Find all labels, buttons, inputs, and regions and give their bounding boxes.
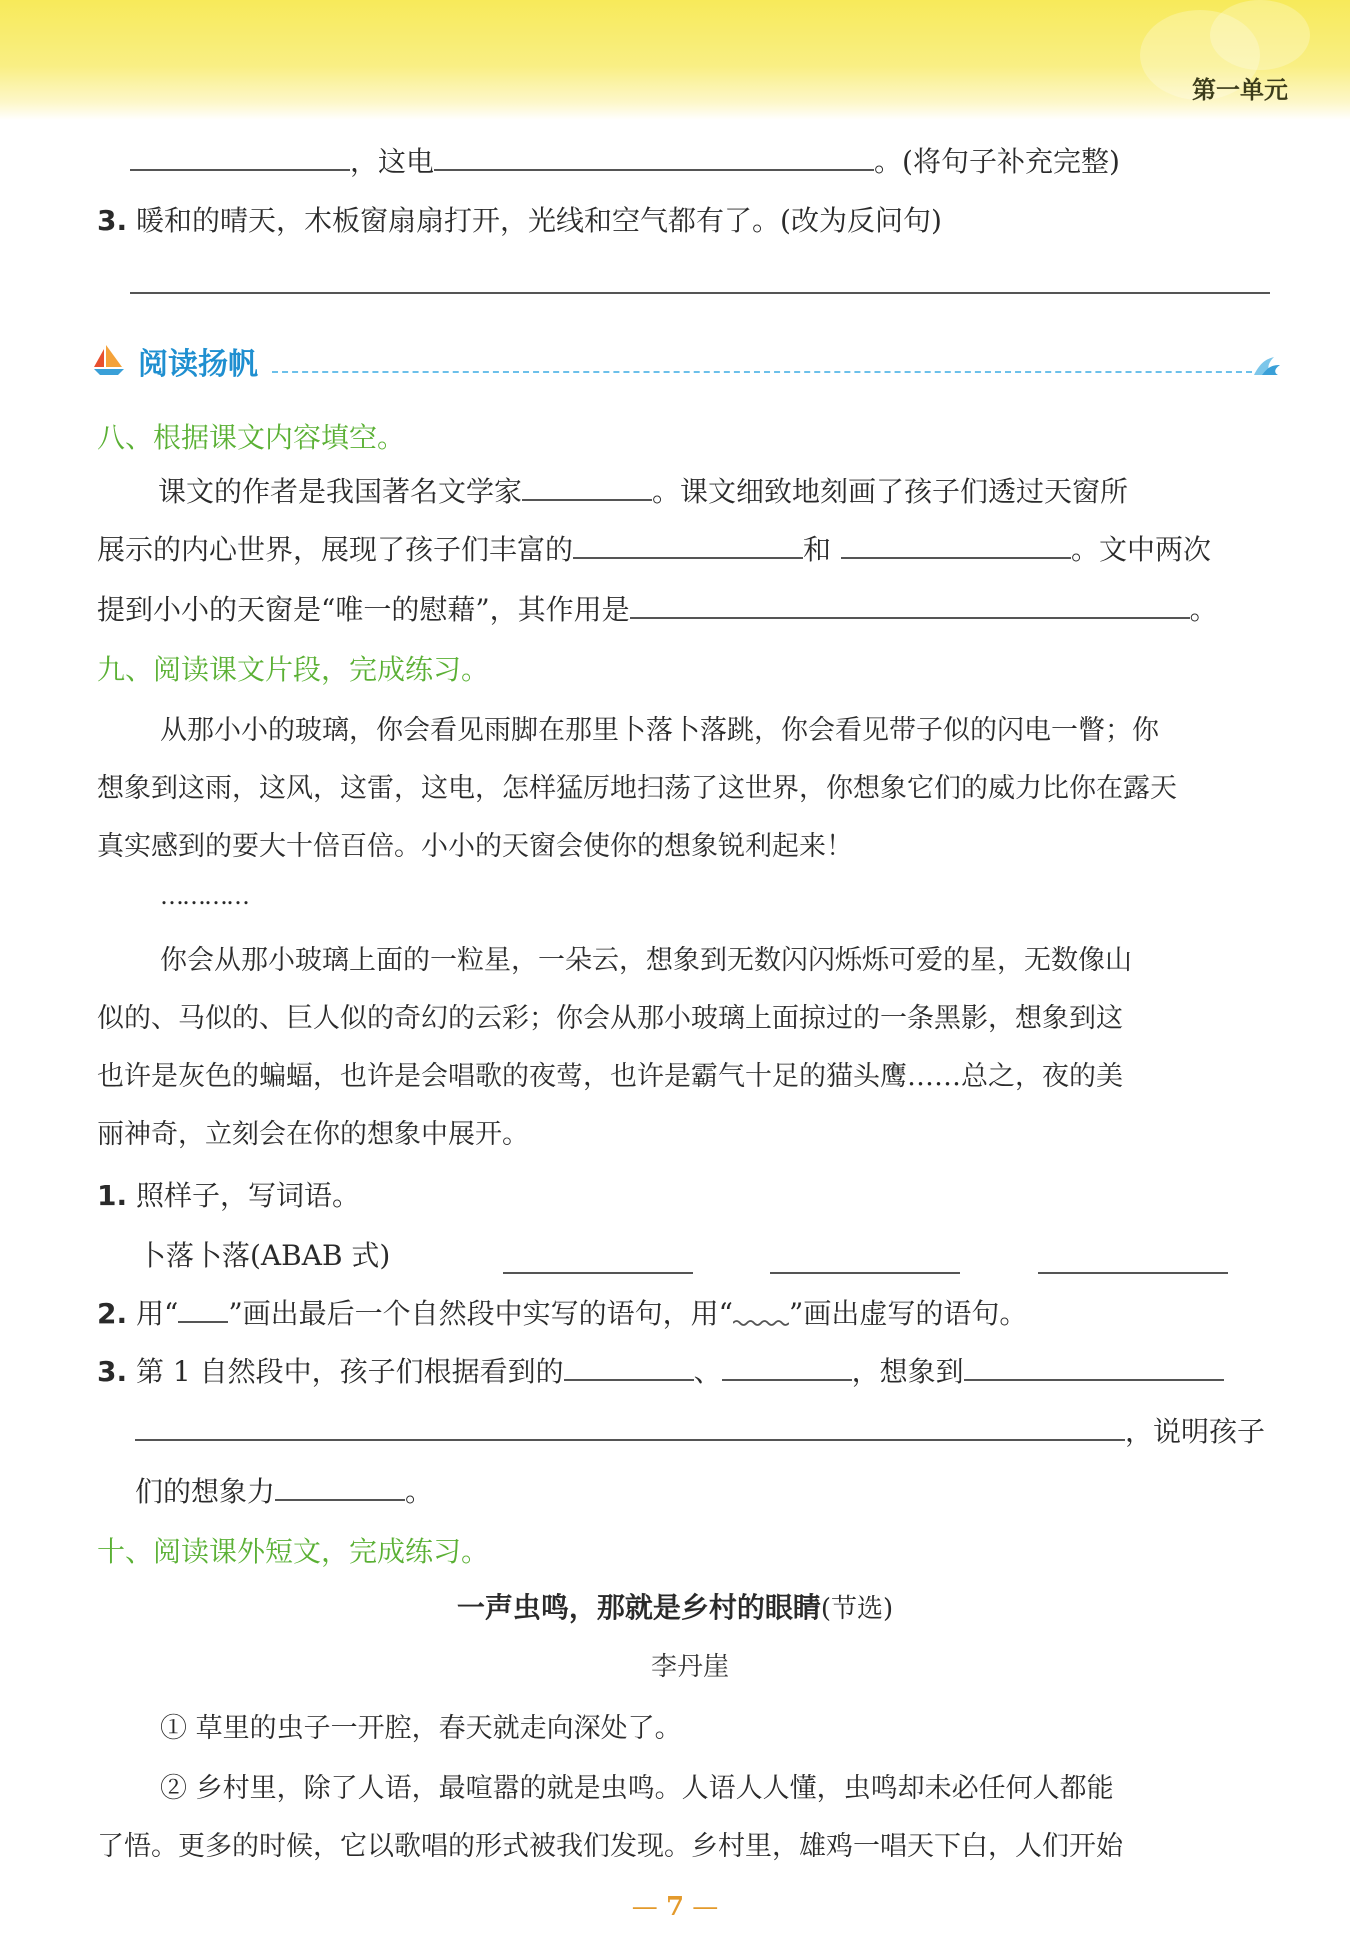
passage-line: 想象到这雨，这风，这雷，这电，怎样猛厉地扫荡了这世界，你想象它们的威力比你在露天 bbox=[97, 773, 1177, 804]
question-3-line-3 bbox=[135, 1472, 433, 1512]
text: 课文的作者是我国著名文学家 bbox=[158, 475, 523, 508]
answer-blank[interactable] bbox=[275, 1475, 405, 1501]
header-decoration bbox=[1210, 0, 1310, 70]
answer-blank[interactable] bbox=[573, 533, 803, 559]
text: 、 bbox=[693, 1355, 722, 1388]
banner-rule bbox=[272, 371, 1252, 373]
text: 展示的内心世界，展现了孩子们丰富的 bbox=[97, 533, 574, 566]
passage-line: 了悟。更多的时候，它以歌唱的形式被我们发现。乡村里，雄鸡一唱天下白，人们开始 bbox=[97, 1831, 1123, 1862]
article-author: 李丹崖 bbox=[650, 1652, 729, 1682]
text: ，说明孩子 bbox=[1125, 1415, 1266, 1448]
answer-line[interactable] bbox=[130, 292, 1270, 294]
answer-blank[interactable] bbox=[130, 145, 350, 171]
question-3 bbox=[97, 1352, 1224, 1392]
text: 第 1 自然段中，孩子们根据看到的 bbox=[136, 1355, 564, 1388]
answer-blank[interactable] bbox=[964, 1355, 1224, 1381]
question-2 bbox=[97, 1294, 1027, 1334]
answer-blank[interactable] bbox=[841, 533, 1071, 559]
answer-blank[interactable] bbox=[135, 1415, 1125, 1441]
section-9-heading: 九、阅读课文片段，完成练习。 bbox=[97, 653, 490, 686]
question-3-line-2 bbox=[135, 1412, 1265, 1452]
reading-banner bbox=[92, 341, 1282, 381]
unit-label: 第一单元 bbox=[1192, 76, 1288, 104]
text: 用“ bbox=[136, 1297, 179, 1330]
example-text: 卜落卜落(ABAB 式) bbox=[138, 1239, 391, 1272]
banner-title: 阅读扬帆 bbox=[138, 347, 258, 382]
question-number: 2. bbox=[97, 1297, 128, 1330]
sail-icon bbox=[92, 343, 126, 377]
sentence-completion-line bbox=[130, 142, 1120, 182]
question-number: 3. bbox=[97, 1355, 128, 1388]
passage-line: ① 草里的虫子一开腔，春天就走向深处了。 bbox=[160, 1713, 682, 1744]
text: ，这电 bbox=[350, 145, 435, 178]
sec8-line-2 bbox=[97, 530, 1211, 570]
header-band bbox=[0, 0, 1350, 120]
question-text: 暖和的晴天，木板窗扇扇打开，光线和空气都有了。(改为反问句) bbox=[136, 204, 942, 237]
answer-blank[interactable] bbox=[564, 1355, 694, 1381]
passage-line: 丽神奇，立刻会在你的想象中展开。 bbox=[97, 1119, 529, 1150]
answer-blank[interactable] bbox=[770, 1272, 960, 1274]
ellipsis: ………… bbox=[160, 882, 248, 910]
text: 们的想象力 bbox=[135, 1475, 276, 1508]
text: ”画出最后一个自然段中实写的语句，用“ bbox=[228, 1297, 733, 1330]
text: 。文中两次 bbox=[1071, 533, 1212, 566]
passage-line: ② 乡村里，除了人语，最喧嚣的就是虫鸣。人语人人懂，虫鸣却未必任何人都能 bbox=[160, 1773, 1114, 1804]
sec8-line-3 bbox=[97, 590, 1218, 630]
answer-blank[interactable] bbox=[722, 1355, 852, 1381]
passage-line: 也许是灰色的蝙蝠，也许是会唱歌的夜莺，也许是霸气十足的猫头鹰……总之，夜的美 bbox=[97, 1061, 1123, 1092]
article-title: 一声虫鸣，那就是乡村的眼睛 bbox=[456, 1591, 821, 1624]
text: 。课文细致地刻画了孩子们透过天窗所 bbox=[652, 475, 1129, 508]
text: ”画出虚写的语句。 bbox=[789, 1297, 1028, 1330]
section-8-heading: 八、根据课文内容填空。 bbox=[97, 421, 406, 454]
section-10-heading: 十、阅读课外短文，完成练习。 bbox=[97, 1535, 490, 1568]
page-number: — 7 — bbox=[631, 1892, 719, 1922]
answer-blank[interactable] bbox=[1038, 1272, 1228, 1274]
text: 。(将句子补充完整) bbox=[874, 145, 1120, 178]
question-1-example bbox=[138, 1236, 390, 1276]
question-1 bbox=[97, 1176, 360, 1216]
article-title-row bbox=[0, 1586, 1350, 1626]
passage-line: 似的、马似的、巨人似的奇幻的云彩；你会从那小玻璃上面掠过的一条黑影，想象到这 bbox=[97, 1003, 1123, 1034]
passage-line: 真实感到的要大十倍百倍。小小的天窗会使你的想象锐利起来！ bbox=[97, 831, 853, 862]
straight-line-sample bbox=[178, 1295, 228, 1323]
passage-line: 你会从那小玻璃上面的一粒星，一朵云，想象到无数闪闪烁烁可爱的星，无数像山 bbox=[160, 945, 1132, 976]
question-number: 3. bbox=[97, 204, 128, 237]
text: 。 bbox=[1189, 593, 1218, 626]
text: 。 bbox=[405, 1475, 434, 1508]
article-title-note: (节选) bbox=[820, 1594, 894, 1624]
answer-blank[interactable] bbox=[630, 593, 1190, 619]
wave-icon bbox=[1252, 353, 1282, 379]
question-3 bbox=[97, 201, 942, 241]
text: 和 bbox=[803, 533, 832, 566]
text: 提到小小的天窗是“唯一的慰藉”，其作用是 bbox=[97, 593, 630, 626]
text: ，想象到 bbox=[851, 1355, 964, 1388]
question-text: 照样子，写词语。 bbox=[136, 1179, 361, 1212]
sec8-line-1 bbox=[158, 472, 1128, 512]
answer-blank[interactable] bbox=[434, 145, 874, 171]
passage-line: 从那小小的玻璃，你会看见雨脚在那里卜落卜落跳，你会看见带子似的闪电一瞥；你 bbox=[160, 715, 1159, 746]
answer-blank[interactable] bbox=[503, 1272, 693, 1274]
wavy-line-sample bbox=[733, 1299, 789, 1323]
answer-blank[interactable] bbox=[522, 475, 652, 501]
question-number: 1. bbox=[97, 1179, 128, 1212]
page-number-value: 7 bbox=[665, 1892, 685, 1922]
